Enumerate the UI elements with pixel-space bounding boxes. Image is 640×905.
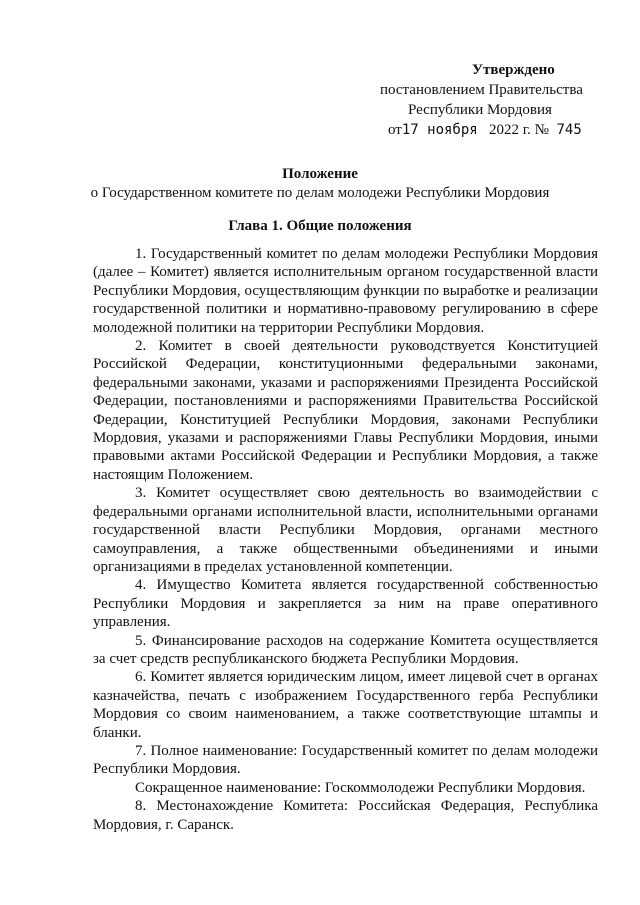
- paragraph-6: 6. Комитет является юридическим лицом, имеет лицевой счет в органах казначейства, печать с изображением Государственного герба Республики Мордовия со своим наименованием, а также соответствующие штампы и бланки.: [93, 669, 598, 741]
- paragraph-1: 1. Государственный комитет по делам молодежи Республики Мордовия (далее – Комитет) является исполнительным органом государственной власти Республики Мордовия, осуществляющим функции по выработке и реализации государственной политики и нормативно-правовому регулированию в сфере молодежной политики на территории Республики Мордовия.: [93, 246, 598, 336]
- approval-line-republic: Республики Мордовия: [408, 102, 552, 118]
- paragraph-short-name: Сокращенное наименование: Госкоммолодежи Республики Мордовия.: [135, 779, 586, 796]
- paragraph-3: 3. Комитет осуществляет свою деятельность во взаимодействии с федеральными органами исполнительной власти, исполнительными органами государственной власти Республики Мордовия, органами местного самоуправления, а также общественными объединениями и иными организациями в пределах установленной компетенции.: [93, 485, 598, 575]
- paragraph-5: 5. Финансирование расходов на содержание Комитета осуществляется за счет средств республиканского бюджета Республики Мордовия.: [93, 632, 598, 667]
- approval-line-resolution: постановлением Правительства: [380, 82, 583, 98]
- document-title: Положение: [282, 166, 358, 182]
- paragraph-4: 4. Имущество Комитета является государственной собственностью Республики Мордовия и закрепляется за ним на праве оперативного управления.: [93, 577, 598, 631]
- document-body: [93, 245, 598, 834]
- chapter-heading: Глава 1. Общие положения: [228, 218, 412, 234]
- document-title-block: [0, 165, 640, 203]
- approval-title: Утверждено: [472, 62, 555, 78]
- paragraph-8: 8. Местонахождение Комитета: Российская Федерация, Республика Мордовия, г. Саранск.: [93, 798, 598, 833]
- document-subtitle: о Государственном комитете по делам молодежи Республики Мордовия: [90, 185, 550, 201]
- paragraph-7: 7. Полное наименование: Государственный комитет по делам молодежи Республики Мордовия.: [93, 742, 598, 778]
- approval-number: 745: [556, 122, 582, 138]
- approval-date-year: 2022 г. №: [488, 122, 549, 138]
- approval-date-line: [380, 120, 610, 140]
- approval-date-prefix: от: [388, 122, 402, 138]
- approval-block: [380, 60, 610, 140]
- paragraph-2: 2. Комитет в своей деятельности руководствуется Конституцией Российской Федерации, конституционными федеральными законами, федеральными законами, указами и распоряжениями Президента Российской Федерации, постановлениями и распоряжениями Правительства Российской Федерации, Конституцией Республики Мордовия, законами Республики Мордовия, указами и распоряжениями Главы Республики Мордовия, иными правовыми актами Российской Федерации и Республики Мордовия, а также настоящим Положением.: [93, 338, 598, 483]
- approval-date-day: 17 ноября: [401, 122, 478, 138]
